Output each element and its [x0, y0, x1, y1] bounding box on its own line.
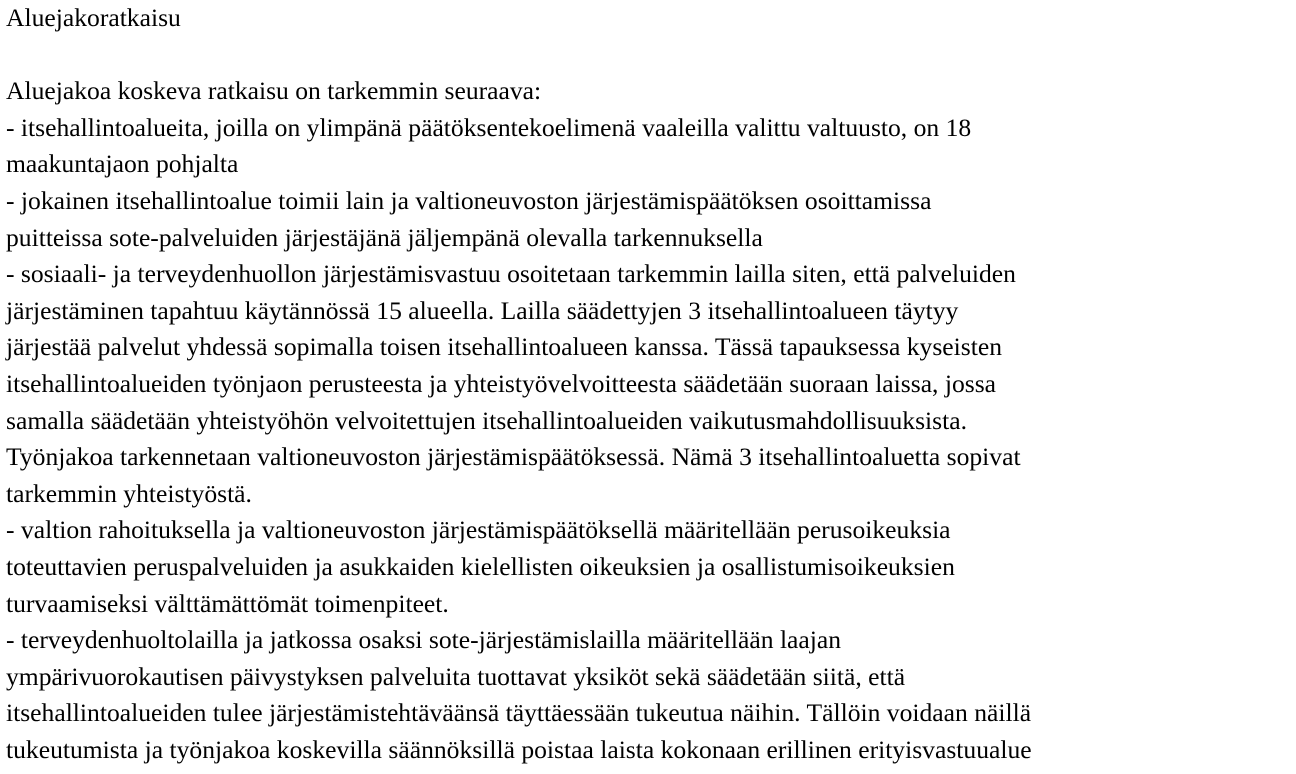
body-line: ympärivuorokautisen päivystyksen palveluita tuottavat yksiköt sekä säädetään siitä, että [6, 661, 906, 691]
body-line: Työnjakoa tarkennetaan valtioneuvoston järjestämispäätöksessä. Nämä 3 itsehallintoaluetta sopivat [6, 442, 1021, 472]
body-line: itsehallintoalueiden työnjaon perusteesta ja yhteistyövelvoitteesta säädetään suoraan laissa, jossa [6, 368, 997, 398]
body-line: - itsehallintoalueita, joilla on ylimpänä päätöksentekoelimenä vaaleilla valittu valtuusto, on 18 [6, 112, 972, 142]
body-line: samalla säädetään yhteistyöhön velvoitettujen itsehallintoalueiden vaikutusmahdollisuuksista. [6, 405, 967, 435]
body-line: - valtion rahoituksella ja valtioneuvoston järjestämispäätöksellä määritellään perusoikeuksia [6, 515, 951, 545]
document-body [6, 73, 1292, 768]
blank-line [6, 37, 1292, 74]
body-line: - sosiaali- ja terveydenhuollon järjestämisvastuu osoitetaan tarkemmin lailla siten, että palveluiden [6, 259, 1016, 289]
body-line: toteuttavien peruspalveluiden ja asukkaiden kielellisten oikeuksien ja osallistumisoikeuksien [6, 551, 955, 581]
body-line-intro: Aluejakoa koskeva ratkaisu on tarkemmin seuraava: [6, 76, 542, 106]
document-title: Aluejakoratkaisu [6, 3, 181, 32]
body-line: tukeutumista ja työnjakoa koskevilla säännöksillä poistaa laista kokonaan erillinen erityisvastuualue [6, 734, 1032, 764]
body-line: puitteissa sote-palveluiden järjestäjänä jäljempänä olevalla tarkennuksella [6, 222, 763, 252]
body-line: - jokainen itsehallintoalue toimii lain ja valtioneuvoston järjestämispäätöksen osoittamissa [6, 185, 932, 215]
body-line: tarkemmin yhteistyöstä. [6, 478, 252, 508]
body-line: maakuntajaon pohjalta [6, 149, 239, 179]
body-line: itsehallintoalueiden tulee järjestämistehtäväänsä täyttäessään tukeutua näihin. Tällöin voidaan näillä [6, 698, 1032, 728]
document-page [6, 0, 1292, 768]
body-line: - terveydenhuoltolailla ja jatkossa osaksi sote-järjestämislailla määritellään laajan [6, 625, 842, 655]
body-line: järjestää palvelut yhdessä sopimalla toisen itsehallintoalueen kanssa. Tässä tapauksessa kyseisten [6, 332, 1002, 362]
body-line: turvaamiseksi välttämättömät toimenpiteet. [6, 588, 449, 618]
body-line: järjestäminen tapahtuu käytännössä 15 alueella. Lailla säädettyjen 3 itsehallintoalueen täytyy [6, 295, 959, 325]
